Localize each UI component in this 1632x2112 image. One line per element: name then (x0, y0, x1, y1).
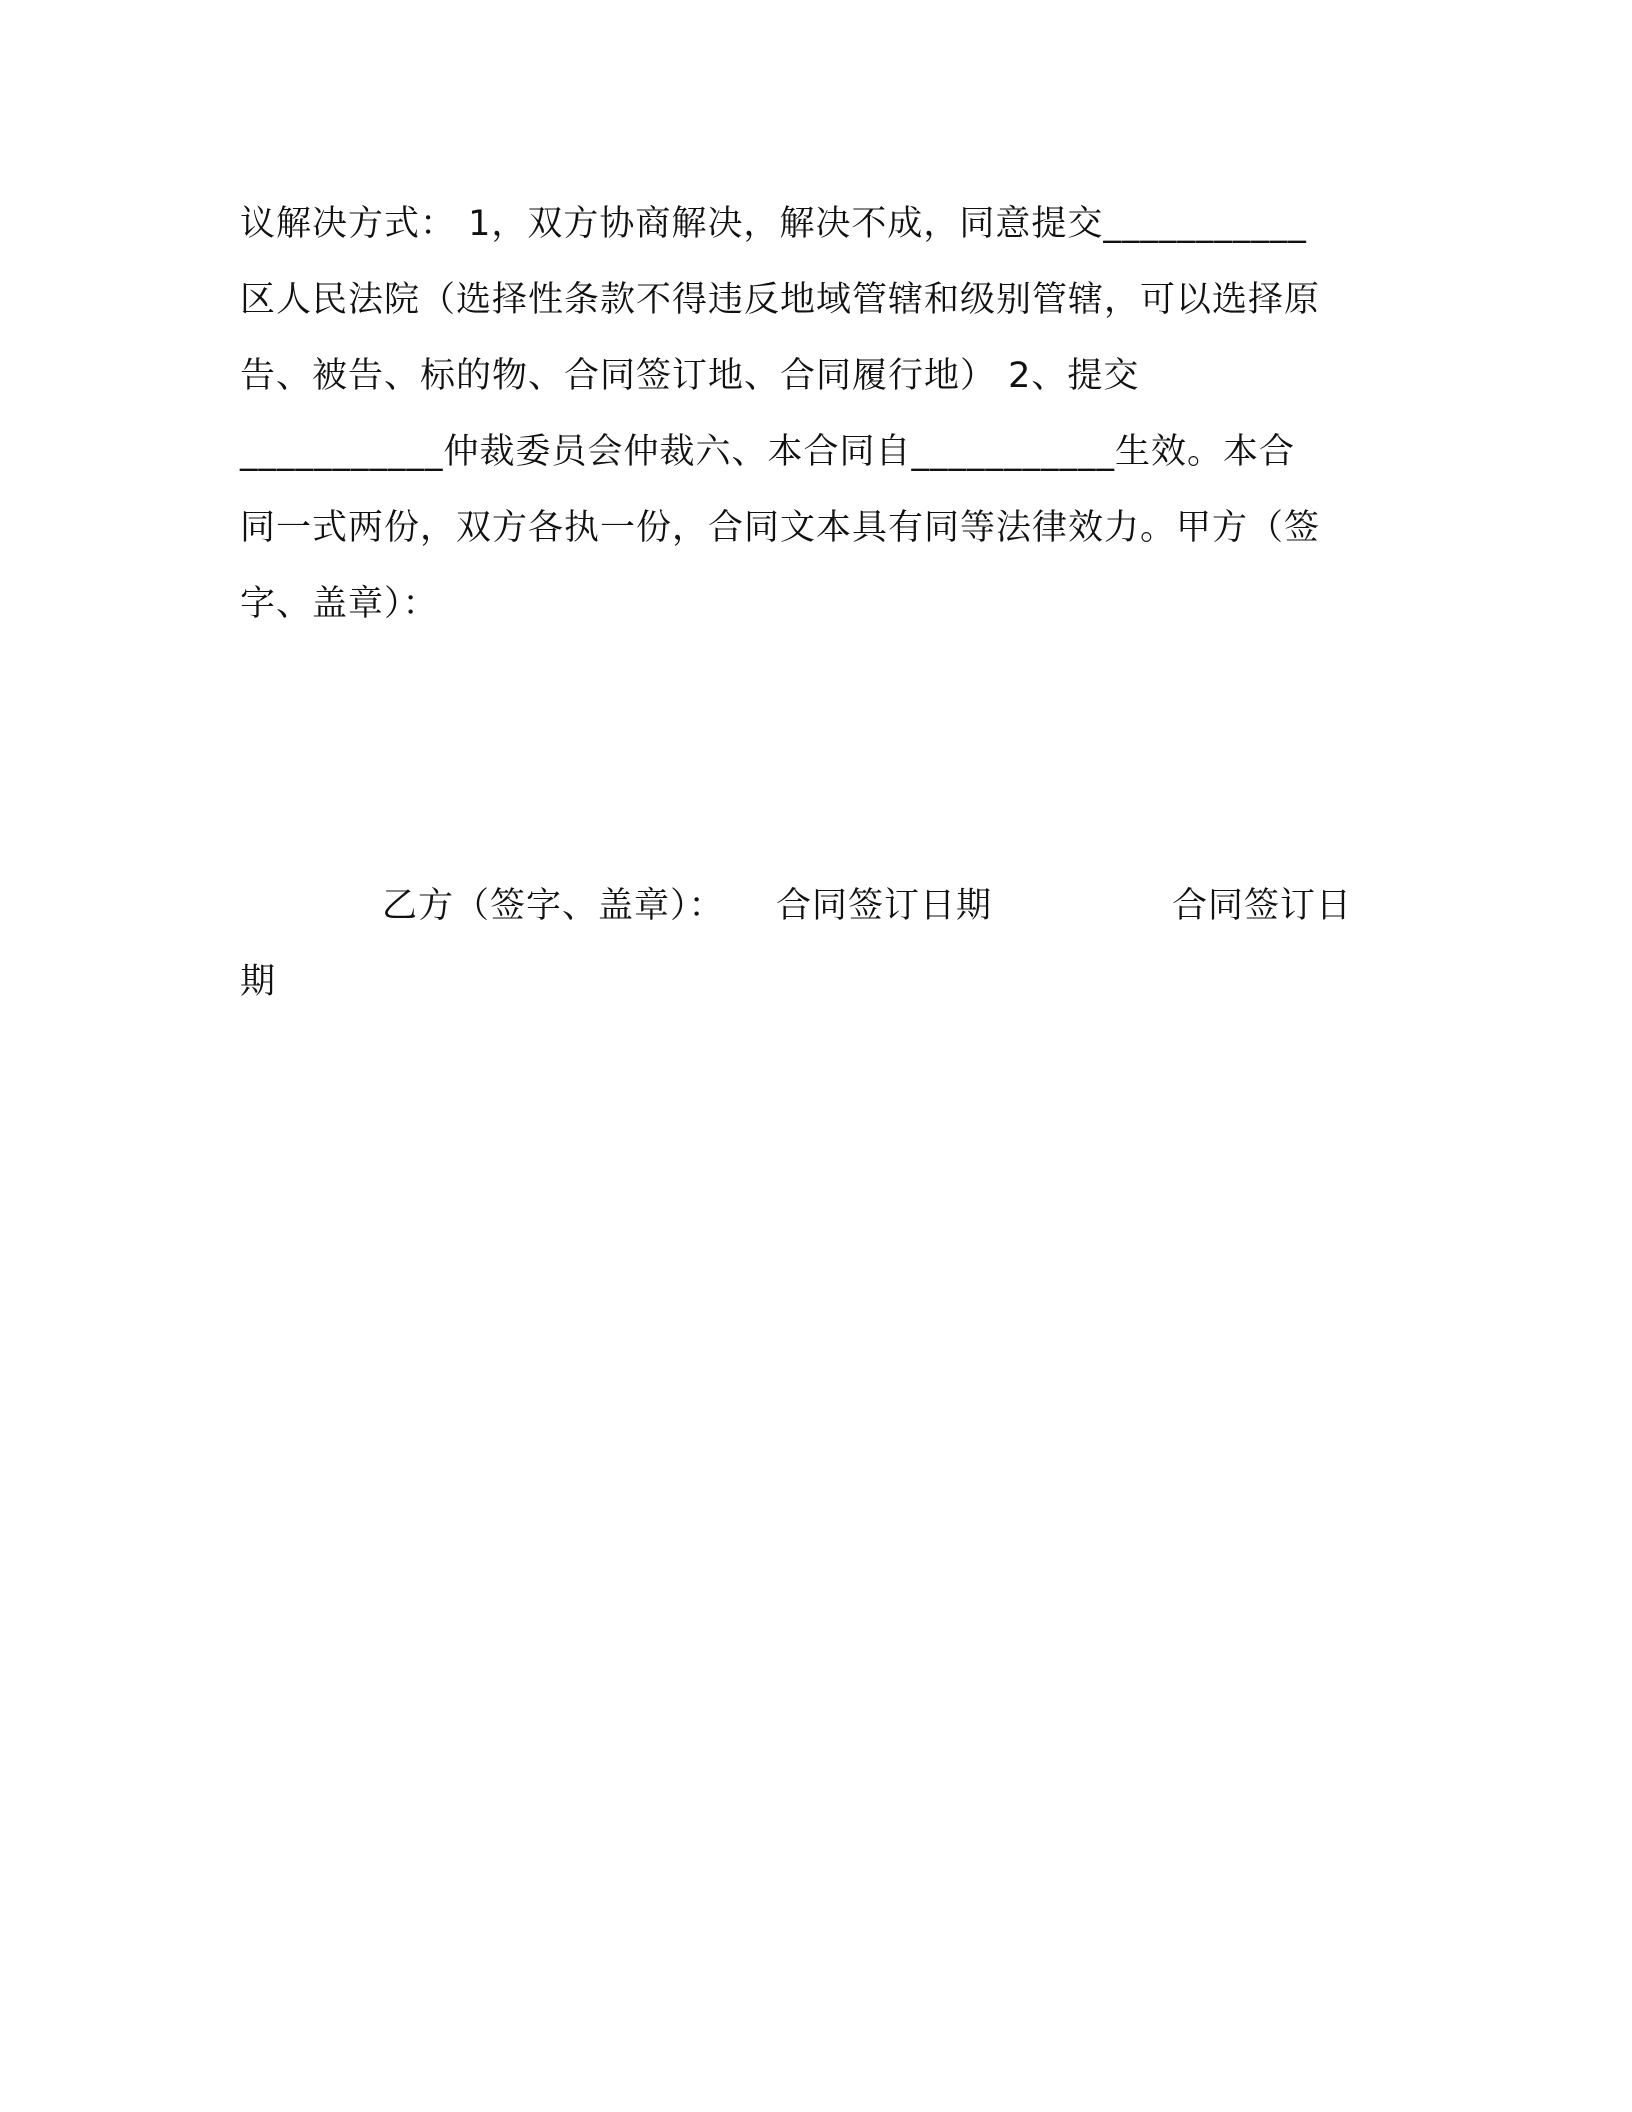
party-b-signature-label: 乙方（签字、盖章）： (382, 886, 725, 926)
body-line-2: 区人民法院（选择性条款不得违反地域管辖和级别管辖，可以选择原 (240, 280, 1321, 320)
sign-date-label-2: 合同签订日 (1172, 886, 1353, 926)
body-line-3: 告、被告、标的物、合同签订地、合同履行地） 2、提交 (240, 356, 1140, 396)
body-line-1: 议解决方式： 1，双方协商解决，解决不成，同意提交___________ (240, 204, 1307, 244)
body-line-6: 字、盖章）： (240, 584, 439, 624)
sign-date-label-1: 合同签订日期 (776, 886, 993, 926)
body-line-5: 同一式两份，双方各执一份，合同文本具有同等法律效力。甲方（签 (240, 508, 1321, 548)
body-line-4: ___________仲裁委员会仲裁六、本合同自___________生效。本合 (240, 432, 1296, 472)
sign-date-label-2-wrap: 期 (240, 962, 277, 1002)
